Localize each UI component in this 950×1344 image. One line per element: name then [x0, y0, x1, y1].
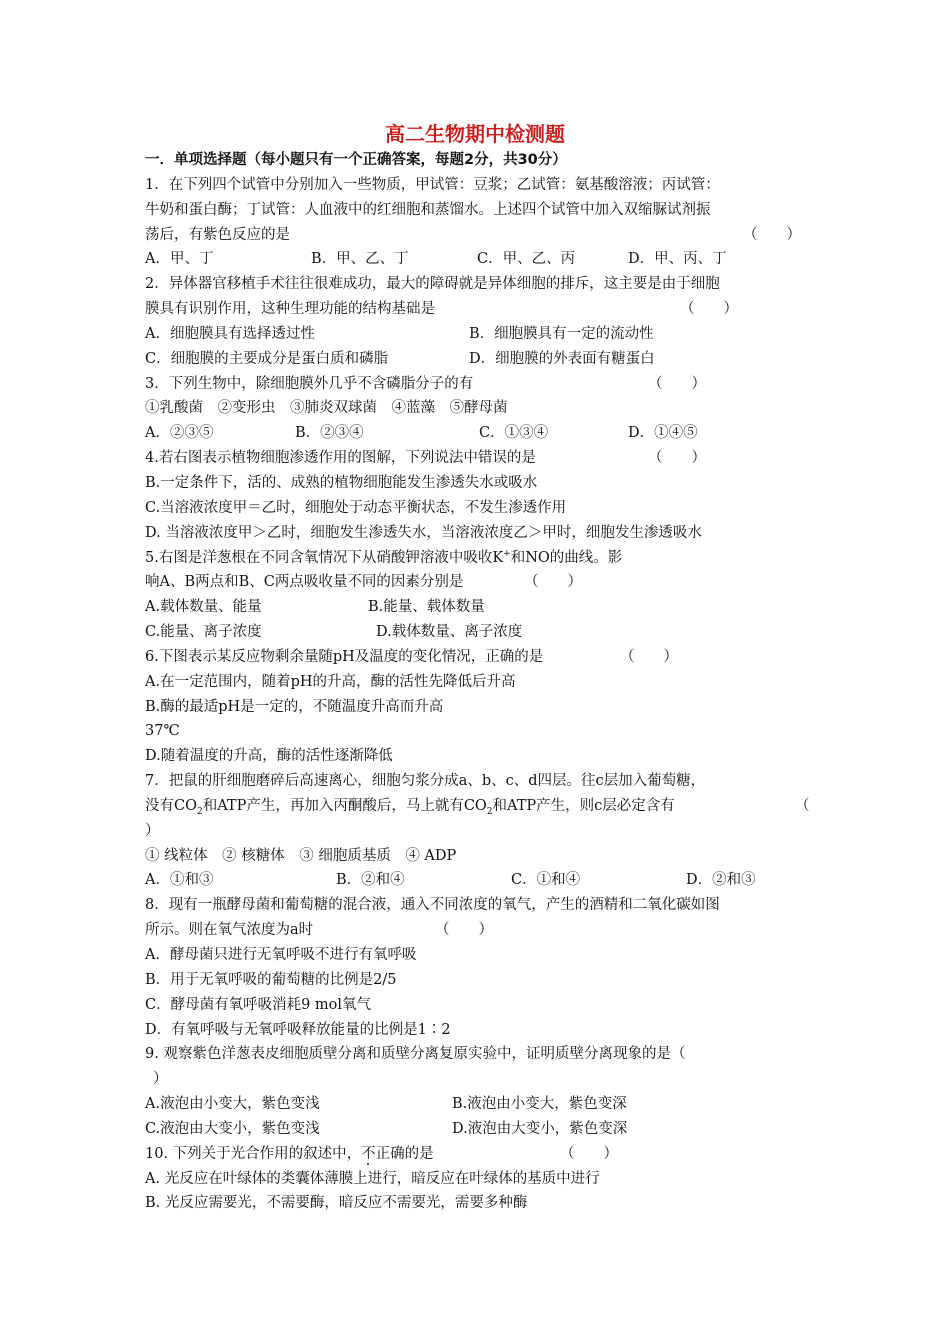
exam-content [145, 148, 810, 1216]
q7-answer-paren-open: （ [795, 797, 810, 814]
q7-option-a: A．①和③ [145, 872, 214, 889]
q4-answer-paren: （ ） [648, 450, 706, 467]
q7-option-b: B．②和④ [336, 872, 405, 889]
q5-option-a: A.载体数量、能量 [145, 599, 262, 616]
q4-option-d: D. 当溶液浓度甲＞乙时，细胞发生渗透失水，当溶液浓度乙＞甲时，细胞发生渗透吸水 [145, 524, 702, 541]
q10-stem-line1 [145, 1142, 810, 1167]
exam-title: 高二生物期中检测题 [385, 122, 565, 146]
q8-option-b: B．用于无氧呼吸的葡萄糖的比例是2/5 [145, 971, 397, 988]
q6-temperature-label: 37℃ [145, 723, 180, 740]
q10-stem-text-b: 正确的是 [375, 1145, 434, 1162]
q1-stem-line3 [145, 223, 810, 248]
q8-option-c: C．酵母菌有氧呼吸消耗9 mol氧气 [145, 996, 372, 1013]
q2-option-c: C．细胞膜的主要成分是蛋白质和磷脂 [145, 350, 389, 367]
q2-option-d: D．细胞膜的外表面有糖蛋白 [469, 350, 655, 367]
q9-stem-line2 [145, 1067, 810, 1092]
q1-stem-line1: 1．在下列四个试管中分别加入一些物质，甲试管：豆浆；乙试管：氨基酸溶液；丙试管： [145, 176, 720, 193]
q6-answer-paren: （ ） [620, 648, 678, 665]
q5-option-c: C.能量、离子浓度 [145, 624, 262, 641]
q8-stem-line2 [145, 918, 810, 943]
q9-option-a: A.液泡由小变大，紫色变浅 [145, 1096, 320, 1113]
q1-option-c: C．甲、乙、丙 [477, 251, 576, 268]
q6-option-b: B.酶的最适pH是一定的，不随温度升高而升高 [145, 698, 444, 715]
q3-answer-paren: （ ） [648, 375, 706, 392]
q4-option-c: C.当溶液浓度甲＝乙时，细胞处于动态平衡状态，不发生渗透作用 [145, 499, 567, 516]
q2-option-b: B．细胞膜具有一定的流动性 [469, 325, 654, 342]
q9-option-d: D.液泡由大变小，紫色变深 [452, 1120, 628, 1137]
q5-stem-text-a: 5.右图是洋葱根在不同含氧情况下从硝酸钾溶液中吸收K [145, 549, 504, 566]
q3-items: ①乳酸菌 ②变形虫 ③肺炎双球菌 ④蓝藻 ⑤酵母菌 [145, 400, 508, 417]
q9-option-c: C.液泡由大变小，紫色变浅 [145, 1120, 320, 1137]
q3-option-a: A．②③⑤ [145, 425, 214, 442]
q5-options-cd [145, 620, 810, 645]
q7-subscript-1: 2 [196, 806, 203, 817]
q8-option-a: A．酵母菌只进行无氧呼吸不进行有氧呼吸 [145, 947, 417, 963]
q7-subscript-2: 2 [486, 806, 493, 817]
q2-options-ab [145, 322, 810, 347]
q5-stem-line1 [145, 546, 810, 571]
q3-stem-line1 [145, 372, 810, 397]
q8-option-d: D．有氧呼吸与无氧呼吸释放能量的比例是1∶2 [145, 1021, 451, 1038]
q9-option-b: B.液泡由小变大，紫色变深 [452, 1096, 627, 1113]
q7-text-c: 和ATP产生，则c层必定含有 [492, 797, 675, 814]
q2-option-a: A．细胞膜具有选择透过性 [145, 325, 315, 342]
q5-option-b: B.能量、载体数量 [368, 599, 485, 616]
q7-text-a: 没有CO [145, 797, 197, 814]
q4-stem-line1 [145, 446, 810, 471]
q1-options [145, 247, 810, 272]
q10-stem-text-a: 10. 下列关于光合作用的叙述中， [145, 1145, 362, 1162]
q8-stem-line1: 8．现有一瓶酵母菌和葡萄糖的混合液，通入不同浓度的氧气，产生的酒精和二氧化碳如图 [145, 897, 720, 914]
q3-options [145, 421, 810, 446]
q3-option-b: B．②③④ [295, 425, 364, 442]
q5-answer-paren: （ ） [524, 574, 582, 591]
q6-stem-text: 6.下图表示某反应物剩余量随pH及温度的变化情况，正确的是 [145, 648, 544, 665]
q7-answer-paren-close: ） [145, 822, 160, 839]
q9-stem-line1: 9. 观察紫色洋葱表皮细胞质壁分离和质壁分离复原实验中，证明质壁分离现象的是（ [145, 1046, 686, 1063]
q7-option-d: D．②和③ [686, 872, 756, 889]
q4-stem-text: 4.若右图表示植物细胞渗透作用的图解，下列说法中错误的是 [145, 450, 536, 467]
q5-stem-line2 [145, 570, 810, 595]
q9-options-cd [145, 1117, 810, 1142]
q7-text-b: 和ATP产生，再加入丙酮酸后，马上就有CO [202, 797, 487, 814]
q7-option-c: C．①和④ [511, 872, 581, 889]
q2-stem-line2 [145, 297, 810, 322]
q6-option-a: A.在一定范围内，随着pH的升高，酶的活性先降低后升高 [145, 673, 516, 690]
q10-emphasis-not: 不 [361, 1145, 376, 1162]
q9-options-ab [145, 1092, 810, 1117]
q10-option-b: B. 光反应需要光，不需要酶，暗反应不需要光，需要多种酶 [145, 1195, 528, 1212]
q5-options-ab [145, 595, 810, 620]
q1-option-a: A．甲、丁 [145, 251, 214, 268]
q9-answer-paren-close: ） [153, 1071, 168, 1088]
q1-stem-line2: 牛奶和蛋白酶；丁试管：人血液中的红细胞和蒸馏水。上述四个试管中加入双缩脲试剂振 [145, 201, 711, 218]
q2-answer-paren: （ ） [680, 301, 738, 318]
q8-stem-text: 所示。则在氧气浓度为a时 [145, 922, 314, 939]
q7-options [145, 868, 810, 893]
section-heading: 一．单项选择题（每小题只有一个正确答案，每题2分，共30分） [145, 152, 567, 168]
q7-stem-line2 [145, 794, 810, 819]
q10-option-a: A. 光反应在叶绿体的类囊体薄膜上进行，暗反应在叶绿体的基质中进行 [145, 1170, 600, 1187]
q1-answer-paren: （ ） [743, 226, 801, 243]
q3-option-d: D．①④⑤ [628, 425, 698, 442]
q4-option-b: B.一定条件下，活的、成熟的植物细胞能发生渗透失水或吸水 [145, 474, 538, 491]
q7-items: ① 线粒体 ② 核糖体 ③ 细胞质基质 ④ ADP [145, 847, 457, 864]
q5-superscript: + [503, 548, 511, 559]
q2-stem-line1: 2．异体器官移植手术往往很难成功，最大的障碍就是异体细胞的排斥，这主要是由于细胞 [145, 276, 720, 293]
q2-stem-text: 膜具有识别作用，这种生理功能的结构基础是 [145, 301, 435, 318]
q3-stem-text: 3．下列生物中，除细胞膜外几乎不含磷脂分子的有 [145, 375, 474, 392]
q1-option-b: B．甲、乙、丁 [311, 251, 409, 268]
q6-stem-line1 [145, 645, 810, 670]
q2-options-cd [145, 347, 810, 372]
q5-stem-text: 响A、B两点和B、C两点吸收量不同的因素分别是 [145, 574, 464, 591]
q1-option-d: D．甲、丙、丁 [628, 251, 727, 268]
q6-option-d: D.随着温度的升高，酶的活性逐渐降低 [145, 748, 393, 765]
q3-option-c: C．①③④ [479, 425, 549, 442]
q5-stem-text-b: 和NO的曲线。影 [510, 549, 623, 566]
q1-stem-text: 荡后，有紫色反应的是 [145, 226, 290, 243]
q5-option-d: D.载体数量、离子浓度 [376, 624, 523, 641]
q7-stem-line1: 7．把鼠的肝细胞磨碎后高速离心，细胞匀浆分成a、b、c、d四层。往c层加入葡萄糖， [145, 773, 706, 790]
q10-answer-paren: （ ） [560, 1145, 618, 1162]
q8-answer-paren: （ ） [435, 922, 493, 939]
